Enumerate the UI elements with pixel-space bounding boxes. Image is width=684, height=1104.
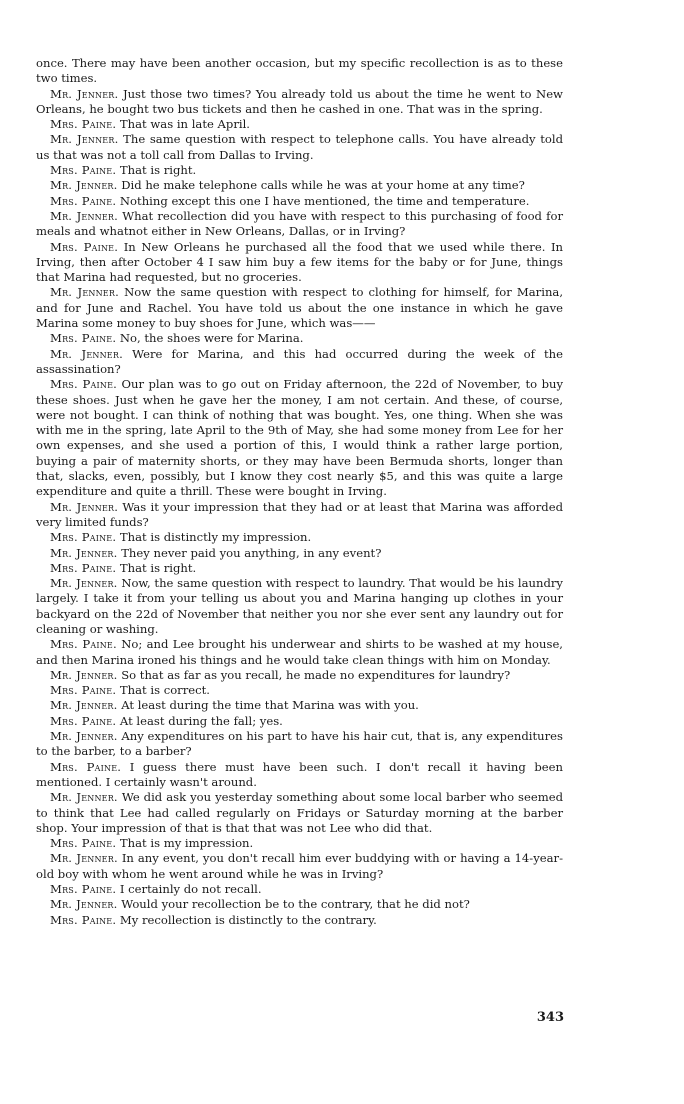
- testimony-text: In New Orleans he purchased all the food that we used while there. In Irving, then after October 4 I saw him buy a few items for the baby or for June, things that Marina had requested, but no groceries.: [36, 239, 564, 285]
- transcript-paragraph: [36, 882, 563, 897]
- transcript-paragraph: [36, 729, 563, 760]
- transcript-paragraph: [36, 668, 563, 683]
- testimony-text: No; and Lee brought his underwear and shirts to be washed at my house, and then Marina ironed his things and he would take clean things with him on Monday.: [36, 637, 563, 667]
- speaker-name: Mr. Jenner.: [50, 851, 118, 866]
- transcript-paragraph: [36, 56, 563, 87]
- testimony-text: That is distinctly my impression.: [119, 530, 312, 545]
- testimony-text: My recollection is distinctly to the contrary.: [119, 912, 377, 927]
- testimony-text: I certainly do not recall.: [119, 882, 262, 897]
- transcript-paragraph: [36, 851, 563, 882]
- transcript-paragraph: [36, 209, 563, 240]
- transcript-paragraph: [36, 285, 563, 331]
- testimony-text: Any expenditures on his part to have his hair cut, that is, any expenditures to the barber, to a barber?: [36, 729, 563, 759]
- speaker-name: Mrs. Paine.: [50, 193, 117, 208]
- transcript-paragraph: [36, 377, 563, 499]
- transcript-paragraph: [36, 240, 563, 286]
- speaker-name: Mr. Jenner.: [50, 285, 119, 300]
- testimony-text: In any event, you don't recall him ever buddying with or having a 14-year-old boy with whom he went around while he was in Irving?: [36, 851, 563, 881]
- testimony-text: Was it your impression that they had or at least that Marina was afforded very limited funds?: [36, 499, 563, 529]
- speaker-name: Mr. Jenner.: [50, 86, 119, 101]
- testimony-text: No, the shoes were for Marina.: [119, 331, 304, 346]
- speaker-name: Mrs. Paine.: [50, 530, 117, 545]
- transcript-paragraph: [36, 347, 563, 378]
- testimony-text: That was in late April.: [119, 117, 250, 132]
- speaker-name: Mr. Jenner.: [50, 790, 118, 805]
- testimony-text: Did he make telephone calls while he was at your home at any time?: [121, 178, 525, 193]
- speaker-name: Mrs. Paine.: [50, 836, 117, 851]
- speaker-name: Mr. Jenner.: [50, 208, 119, 223]
- testimony-text: At least during the time that Marina was with you.: [121, 698, 419, 713]
- transcript-paragraph: [36, 132, 563, 163]
- testimony-text: At least during the fall; yes.: [119, 713, 283, 728]
- transcript-paragraph: [36, 897, 563, 912]
- testimony-text: The same question with respect to telephone calls. You have already told us that was not a toll call from Dallas to Irving.: [36, 132, 563, 162]
- testimony-text: Now, the same question with respect to laundry. That would be his laundry largely. I take it from your telling us about you and Marina hanging up clothes in your backyard on the 22d of November that neither you nor she ever sent any laundry out for cleaning or washing.: [36, 576, 563, 636]
- speaker-name: Mr. Jenner.: [50, 499, 119, 514]
- speaker-name: Mr. Jenner.: [50, 667, 118, 682]
- testimony-text: That is right.: [119, 560, 197, 575]
- testimony-text: once. There may have been another occasion, but my specific recollection is as to these two times.: [36, 56, 563, 86]
- transcript-paragraph: [36, 331, 563, 346]
- transcript-paragraph: [36, 836, 563, 851]
- transcript-paragraph: [36, 637, 563, 668]
- speaker-name: Mr. Jenner.: [50, 132, 119, 147]
- speaker-name: Mrs. Paine.: [50, 377, 118, 392]
- speaker-name: Mr. Jenner.: [50, 897, 118, 912]
- transcript-paragraph: [36, 760, 563, 791]
- transcript-paragraph: [36, 178, 563, 193]
- speaker-name: Mr. Jenner.: [50, 729, 118, 744]
- testimony-text: We did ask you yesterday something about some local barber who seemed to think that Lee had called regularly on Fridays or Saturday morning at the barber shop. Your impression of that is that that was not Lee who did that.: [36, 790, 563, 835]
- testimony-text: They never paid you anything, in any event?: [121, 545, 382, 560]
- transcript-paragraph: [36, 698, 563, 713]
- testimony-text: Nothing except this one I have mentioned, the time and temperature.: [119, 193, 530, 208]
- testimony-text: What recollection did you have with respect to this purchasing of food for meals and whatnot either in New Orleans, Dallas, or in Irving?: [36, 208, 563, 239]
- transcript-paragraph: [36, 683, 563, 698]
- transcript-paragraph: [36, 500, 563, 531]
- speaker-name: Mrs. Paine.: [50, 239, 119, 254]
- speaker-name: Mr. Jenner.: [50, 698, 118, 713]
- transcript-paragraph: [36, 530, 563, 545]
- speaker-name: Mr. Jenner.: [50, 545, 118, 560]
- speaker-name: Mrs. Paine.: [50, 759, 122, 774]
- testimony-text: Our plan was to go out on Friday afternoon, the 22d of November, to buy these shoes. Just when he gave her the money, I am not certain. And these, of course, were not bought. I can think of nothing that was bought. Yes, one thing. When she was with me in the spring, late April to the 9th of May, she had some money from Lee for her own expenses, and she used a portion of this, I would think a rather large portion, buying a pair of maternity shorts, or they may have been Bermuda shorts, longer than that, slacks, even, possibly, but I know they cost nearly $5, and this was quite a large expenditure and quite a thrill. These were bought in Irving.: [36, 377, 564, 499]
- transcript-paragraph: [36, 576, 563, 637]
- speaker-name: Mr. Jenner.: [50, 576, 118, 591]
- speaker-name: Mrs. Paine.: [50, 683, 117, 698]
- testimony-text: Were for Marina, and this had occurred during the week of the assassination?: [36, 346, 563, 376]
- transcript-paragraph: [36, 546, 563, 561]
- speaker-name: Mr. Jenner.: [50, 346, 123, 361]
- testimony-text: I guess there must have been such. I don't recall it having been mentioned. I certainly wasn't around.: [36, 759, 563, 789]
- testimony-text: So that as far as you recall, he made no expenditures for laundry?: [121, 667, 511, 682]
- transcript-paragraph: [36, 163, 563, 178]
- testimony-text: That is correct.: [119, 683, 210, 698]
- speaker-name: Mrs. Paine.: [50, 882, 117, 897]
- speaker-name: Mrs. Paine.: [50, 713, 117, 728]
- speaker-name: Mrs. Paine.: [50, 331, 117, 346]
- testimony-text: Would your recollection be to the contrary, that he did not?: [121, 897, 470, 912]
- page-number: 343: [536, 1010, 564, 1025]
- transcript-paragraph: [36, 117, 563, 132]
- transcript-paragraph: [36, 87, 563, 118]
- speaker-name: Mr. Jenner.: [50, 178, 118, 193]
- testimony-text: Now the same question with respect to clothing for himself, for Marina, and for June and Rachel. You have told us about the one instance in which he gave Marina some money to buy shoes for June, which was——: [36, 285, 564, 331]
- transcript-paragraph: [36, 790, 563, 836]
- transcript-paragraph: [36, 913, 563, 928]
- speaker-name: Mrs. Paine.: [50, 912, 117, 927]
- transcript-paragraph: [36, 194, 563, 209]
- speaker-name: Mrs. Paine.: [50, 117, 117, 132]
- transcript-page: [36, 56, 563, 928]
- speaker-name: Mrs. Paine.: [50, 163, 117, 178]
- speaker-name: Mrs. Paine.: [50, 560, 117, 575]
- speaker-name: Mrs. Paine.: [50, 637, 117, 652]
- testimony-text: That is right.: [119, 163, 197, 178]
- testimony-text: Just those two times? You already told us about the time he went to New Orleans, he bought two bus tickets and then he cashed in one. That was in the spring.: [36, 86, 563, 116]
- transcript-paragraph: [36, 714, 563, 729]
- transcript-paragraph: [36, 561, 563, 576]
- testimony-text: That is my impression.: [119, 836, 254, 851]
